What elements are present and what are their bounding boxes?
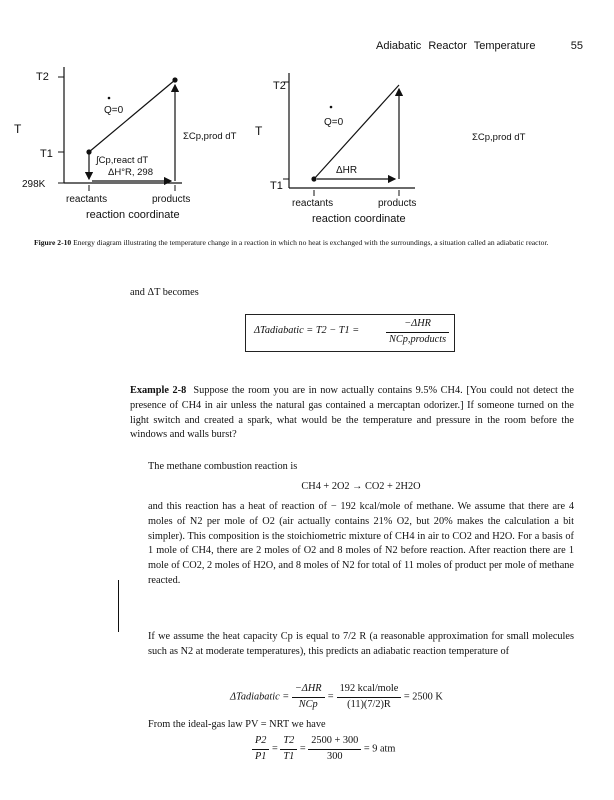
figure-caption [34,238,582,248]
left-label-t: T [14,122,22,136]
eq3-num: 2500 + 300 [308,734,361,750]
adiabatic-temperature-equation [230,682,443,713]
eq3-den: 300 [327,750,343,762]
eq2-num-1: −ΔHR [292,682,325,698]
eq3-result: = 9 atm [363,743,396,755]
left-dh-label: ΔH°R, 298 [108,167,153,178]
intro-text: and ΔT becomes [130,287,199,298]
combustion-intro: The methane combustion reaction is [148,461,298,472]
page-number: 55 [570,40,583,52]
right-label-t1: T1 [270,180,283,192]
equation-denominator: NCp,products [389,333,447,345]
eq2-result: = 2500 K [403,691,443,703]
eq2-equals: = [327,691,335,703]
adiabatic-equation-box [245,314,455,352]
left-diagram [14,67,237,221]
eq3-p2: P2 [252,734,269,750]
paragraph-heat-of-reaction: and this reaction has a heat of reaction of − 192 kcal/mole of methane. We assume that there are 4 moles of N2 per mole of O2 (air actually contains 21% O2, but 20% makes the calculation a bit simpler). This composition is the stoichiometric mixture of CH4 in air to CO2 and H2O. For a basis of 1 mole of CH4, there are 2 moles of O2 and 8 moles of N2 before reaction. After reaction there are 1 mole of CO2, 2 moles of H2O, and 8 moles of N2 for total of 11 moles of product per mole of methane reacted. [148,501,574,586]
eq3-t1: T1 [283,750,295,762]
eq2-num-2: 192 kcal/mole [337,682,402,698]
left-qdot [108,97,111,100]
eq2-fraction-1 [292,682,325,713]
eq3-equals-2: = [299,743,306,755]
right-x-reactants: reactants [292,198,334,209]
equation-numerator: −ΔHR [386,317,449,333]
right-qdot [330,106,333,109]
right-x-axis-label: reaction coordinate [312,213,406,225]
reaction-equation: CH4 + 2O2 → CO2 + 2H2O [301,481,421,492]
example-text: Suppose the room you are in now actually contains 9.5% CH4. [You could not detect the presence of CH4 in air unless the natural gas contained a mercaptan odorizer.] If someone turned on the light switch and created a spark, what would be the temperature and pressure in the room before the windows and walls burst? [130,385,574,441]
ideal-gas-intro: From the ideal-gas law PV = NRT we have [148,719,326,730]
right-diagram [255,73,526,225]
equation-fraction [386,317,449,348]
figure-caption-label: Figure 2-10 [34,238,72,247]
left-x-reactants: reactants [66,194,108,205]
eq2-lhs: ΔTadiabatic = [230,691,290,703]
left-sum-label: ΣCp,prod dT [183,131,237,142]
running-header [0,40,583,52]
right-label-t: T [255,124,263,138]
figure-caption-text: Energy diagram illustrating the temperature change in a reaction in which no heat is exchanged with the surroundings, a situation called an adiabatic reactor. [73,238,549,247]
running-title: Adiabatic Reactor Temperature [376,40,536,52]
example-label: Example 2-8 [130,385,187,396]
right-dh-label: ΔHR [336,165,358,176]
right-sum-label: ΣCp,prod dT [472,132,526,143]
eq3-numeric-ratio [308,734,361,765]
left-label-298: 298K [22,179,46,190]
equation-lhs: ΔTadiabatic = T2 − T1 = [254,325,360,336]
energy-diagram-figure [0,55,614,235]
left-diagonal-path [89,80,175,152]
left-label-t1: T1 [40,148,53,160]
eq3-temperature-ratio [280,734,297,765]
eq3-equals-1: = [272,743,278,755]
right-x-products: products [378,198,417,209]
left-x-products: products [152,194,191,205]
eq3-t2: T2 [280,734,297,750]
example-paragraph [130,384,574,443]
eq2-fraction-2 [337,682,402,713]
eq2-den-2: (11)(7/2)R [347,698,391,710]
left-label-t2: T2 [36,71,49,83]
right-label-t2: T2 [273,80,286,92]
paragraph-heat-capacity: If we assume the heat capacity Cp is equal to 7/2 R (a reasonable approximation for small molecules such as N2 at moderate temperatures), this predicts an adiabatic reaction temperature of [148,631,574,657]
margin-change-bar [118,580,119,632]
left-q-label: Q=0 [104,105,124,116]
right-q-label: Q=0 [324,117,344,128]
left-x-axis-label: reaction coordinate [86,209,180,221]
eq3-p1: P1 [255,750,267,762]
left-integral-label: ∫Cp,react dT [96,155,149,166]
eq2-den-1: NCp [298,698,318,710]
pressure-ratio-equation [252,734,395,765]
eq3-pressure-ratio [252,734,269,765]
